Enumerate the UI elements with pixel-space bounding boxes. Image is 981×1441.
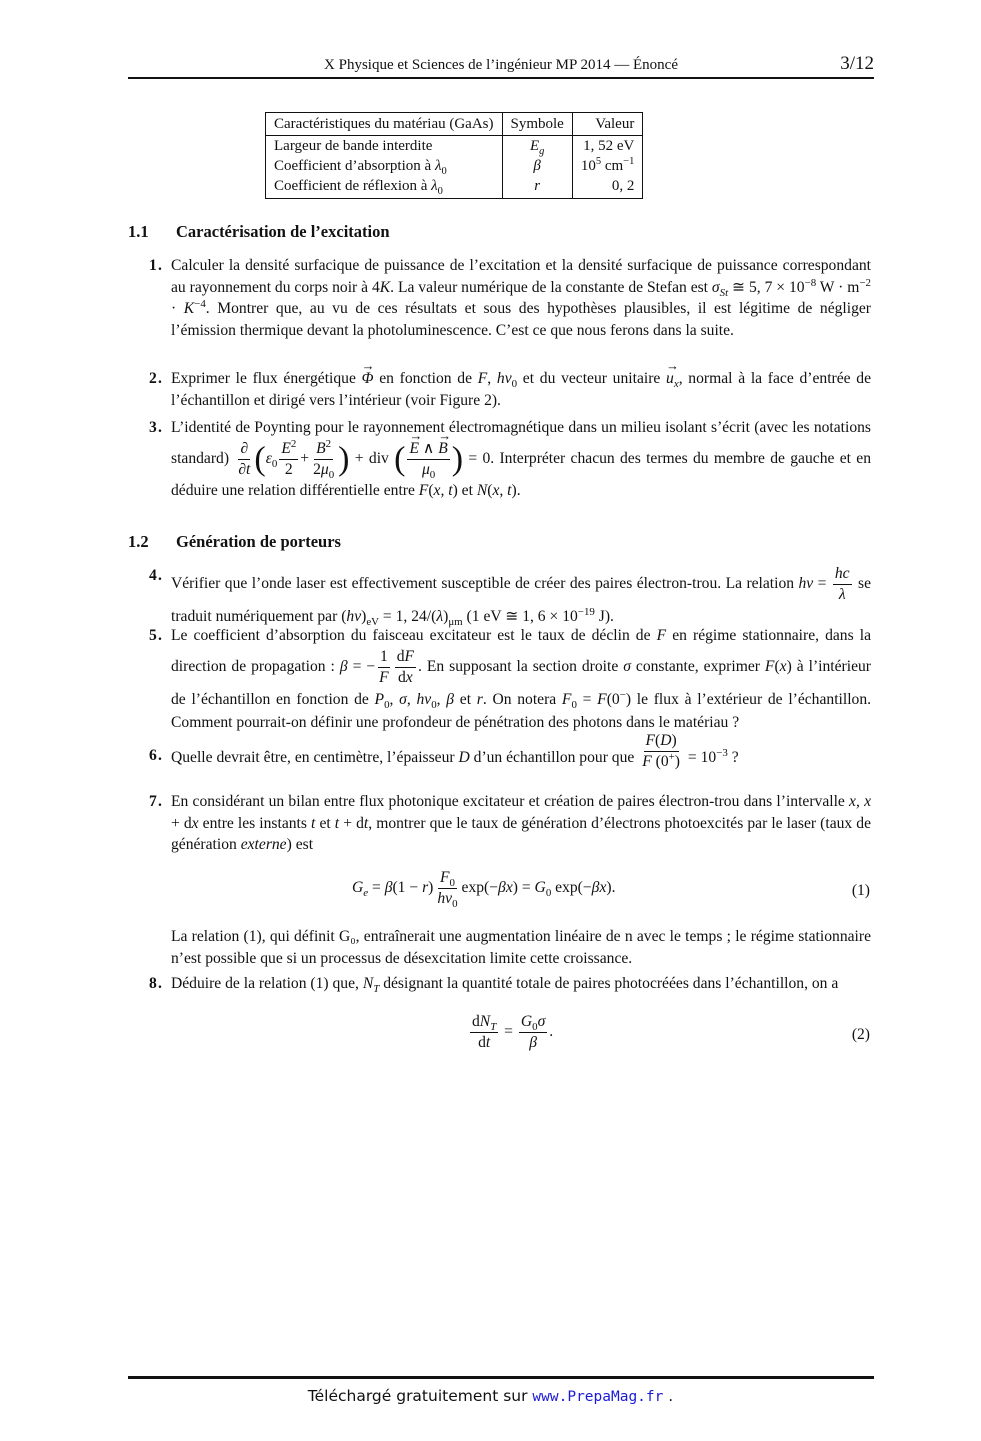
question-number: 4 (149, 567, 157, 584)
question-number: 3 (149, 419, 157, 436)
equation-tag: (2) (851, 1026, 870, 1043)
question-6: 6 . Quelle devrait être, en centimètre, l’épaisseur D d’un échantillon pour que $\frac{F(D)}{F (0^+)}$ = $10^{-3}$ ? (149, 745, 871, 772)
section-heading (128, 221, 390, 243)
question-2: 2 . Exprimer le flux énergétique → Φ en fonction de F, $h\nu_0$ et du vecteur unitaire → $u_x$, normal à la face d’entrée de l’échantillon et dirigé vers l’intérieur (voir Figure 2). (149, 368, 871, 411)
page-footer (0, 1387, 981, 1405)
table-cell: $E_g$ (502, 136, 572, 157)
page-header (128, 53, 874, 75)
table-cell: 1, 52 eV (572, 136, 643, 157)
material-table (265, 112, 643, 199)
table-row (266, 176, 643, 199)
question-number: 6 (149, 747, 157, 764)
prepamag-link[interactable]: www.PrepaMag.fr (532, 1389, 664, 1405)
question-8: 8 . Déduire de la relation (1) que, $N_T$ désignant la quantité totale de paires photocréées dans l’échantillon, on a (149, 973, 871, 995)
question-text: Le coefficient d’absorption du faisceau excitateur est le taux de déclin de F en régime stationnaire, dans la direction de propagation : β = − $\frac{1}{F}$ $\frac{dF}{dx}$ . En supposant la section droite σ constante, exprimer F(x) à l’intérieur de l’échantillon en fonction de $P_0$, σ, $h\nu_0$, β et r. On notera $F_0 = F(0^-)$ le flux à l’extérieur de l’échantillon. Comment pourrait-on définir une profondeur de pénétration des photons dans le matériau ? (171, 627, 872, 731)
question-number: 2 (149, 370, 157, 387)
table-cell: Coefficient d’absorption à $\lambda_0$ (266, 156, 503, 176)
question-4: 4 . Vérifier que l’onde laser est effectivement susceptible de créer des paires électron-trou. La relation hν = $\frac{hc}{\lambda}$ se traduit numériquement par $(h\nu)_{eV} = 1$, $24/(\lambda)_{\mu m}$ (1 eV ≅ 1, $6 \times 10^{-19}$ J). (149, 565, 872, 629)
question-text: Quelle devrait être, en centimètre, l’épaisseur D d’un échantillon pour que $\frac{F(D)}{F (0^+)}$ = $10^{-3}$ ? (171, 732, 739, 770)
question-3: 3 . L’identité de Poynting pour le rayonnement électromagnétique dans un milieu isolant s’écrit (avec les notations standard) $\frac{\partial}{\partial t}$ ($\varepsilon_0$ $\frac{E^2}{2}$ + $\frac{B^2}{2\mu_0}$ ) + div ( → $\frac{E \wedge \to B}{\mu_0}$ ) = 0. Interpréter chacun des termes du membre de gauche et en déduire une relation différentielle entre F(x, t) et N(x, t). (149, 417, 871, 502)
table-header: Symbole (502, 113, 572, 136)
question-text: En considérant un bilan entre flux photonique excitateur et création de paires électron-trou dans l’intervalle x, x + dx entre les instants t et t + dt, montrer que le taux de génération d’électrons photoexcités par le laser (taux de génération externe) est (171, 793, 872, 853)
table-cell: Largeur de bande interdite (266, 136, 503, 157)
table-header: Caractéristiques du matériau (GaAs) (266, 113, 503, 136)
table-header-row (266, 113, 643, 136)
table-row (266, 156, 643, 176)
question-1: 1 . Calculer la densité surfacique de puissance de l’excitation et la densité surfacique de puissance correspondant au rayonnement du corps noir à 4K. La valeur numérique de la constante de Stefan est $\sigma_{St}$ ≅ 5, $7 \times 10^{-8}$ $W \cdot m^{-2} \cdot K^{-4}$. Montrer que, au vu de ces résultats et sous des hypothèses plausibles, il est légitime de négliger l’émission thermique devant la photoluminescence. C’est ce que nous ferons dans la suite. (149, 255, 871, 341)
equation-body: $\frac{dN_T}{dt}$ = $\frac{G_0\sigma}{\beta}$ . (472, 1013, 554, 1051)
question-number: 8 (149, 975, 157, 992)
question-number: 1 (149, 257, 157, 274)
section-heading (128, 531, 341, 553)
footer-rule (128, 1376, 874, 1379)
section-title: Génération de porteurs (176, 532, 341, 551)
question-7-remark (149, 926, 871, 969)
section-title: Caractérisation de l’excitation (176, 222, 390, 241)
table-header: Valeur (572, 113, 643, 136)
question-text: Vérifier que l’onde laser est effectivement susceptible de créer des paires électron-trou. La relation hν = $\frac{hc}{\lambda}$ se traduit numériquement par $(h\nu)_{eV} = 1$, $24/(\lambda)_{\mu m}$ (1 eV ≅ 1, $6 \times 10^{-19}$ J). (171, 565, 872, 629)
footer-text: Téléchargé gratuitement sur (307, 1387, 533, 1405)
header-title: X Physique et Sciences de l’ingénieur MP 2014 — Énoncé (324, 57, 678, 73)
remark-text: La relation (1), qui définit G₀, entraînerait une augmentation linéaire de n avec le temps ; le régime stationnaire n’est possible que si un processus de désexcitation limite cette croissance. (171, 928, 871, 967)
question-text: Calculer la densité surfacique de puissance de l’excitation et la densité surfacique de puissance correspondant au rayonnement du corps noir à 4K. La valeur numérique de la constante de Stefan est $\sigma_{St}$ ≅ 5, $7 \times 10^{-8}$ $W \cdot m^{-2} \cdot K^{-4}$. Montrer que, au vu de ces résultats et sous des hypothèses plausibles, il est légitime de négliger l’émission thermique devant la photoluminescence. C’est ce que nous ferons dans la suite. (171, 257, 871, 339)
table-cell: β (502, 156, 572, 176)
question-text: Déduire de la relation (1) que, $N_T$ désignant la quantité totale de paires photocréées dans l’échantillon, on a (171, 975, 839, 996)
table-cell: 0, 2 (572, 176, 643, 199)
table-cell: $10^5$ $cm^{-1}$ (572, 156, 643, 176)
question-text: L’identité de Poynting pour le rayonnement électromagnétique dans un milieu isolant s’écrit (avec les notations standard) $\frac{\partial}{\partial t}$ ($\varepsilon_0$ $\frac{E^2}{2}$ + $\frac{B^2}{2\mu_0}$ ) + div ( → $\frac{E \wedge \to B}{\mu_0}$ ) = 0. Interpréter chacun des termes du membre de gauche et en déduire une relation différentielle entre F(x, t) et N(x, t). (171, 417, 871, 502)
equation-body: $G_e = \beta(1 - r)$ $\frac{F_0}{h\nu_0}$ $\exp(-\beta x) = G_0$ exp(−βx). (352, 869, 616, 911)
section-number: 1.2 (128, 532, 149, 551)
table-row (266, 136, 643, 157)
question-text: Exprimer le flux énergétique → Φ en fonction de F, $h\nu_0$ et du vecteur unitaire → $u_x$, normal à la face d’entrée de l’échantillon et dirigé vers l’intérieur (voir Figure 2). (171, 368, 871, 411)
question-number: 7 (149, 793, 157, 810)
equation-1 (128, 868, 874, 918)
table-cell: r (502, 176, 572, 199)
question-7: 7 . En considérant un bilan entre flux photonique excitateur et création de paires électron-trou dans l’intervalle x, x + dx entre les instants t et t + dt, montrer que le taux de génération d’électrons photoexcités par le laser (taux de génération externe) est (149, 791, 871, 856)
page-number: 3/12 (840, 53, 874, 74)
footer-end: . (663, 1387, 674, 1405)
header-rule (128, 77, 874, 79)
question-number: 5 (149, 627, 157, 644)
question-5: 5 . Le coefficient d’absorption du faisceau excitateur est le taux de déclin de F en régime stationnaire, dans la direction de propagation : β = − $\frac{1}{F}$ $\frac{dF}{dx}$ . En supposant la section droite σ constante, exprimer F(x) à l’intérieur de l’échantillon en fonction de $P_0$, σ, $h\nu_0$, β et r. On notera $F_0 = F(0^-)$ le flux à l’extérieur de l’échantillon. Comment pourrait-on définir une profondeur de pénétration des photons dans le matériau ? (149, 624, 871, 734)
section-number: 1.1 (128, 222, 149, 241)
equation-2 (128, 1012, 874, 1062)
equation-tag: (1) (851, 882, 870, 899)
table-cell: Coefficient de réflexion à $\lambda_0$ (266, 176, 503, 199)
